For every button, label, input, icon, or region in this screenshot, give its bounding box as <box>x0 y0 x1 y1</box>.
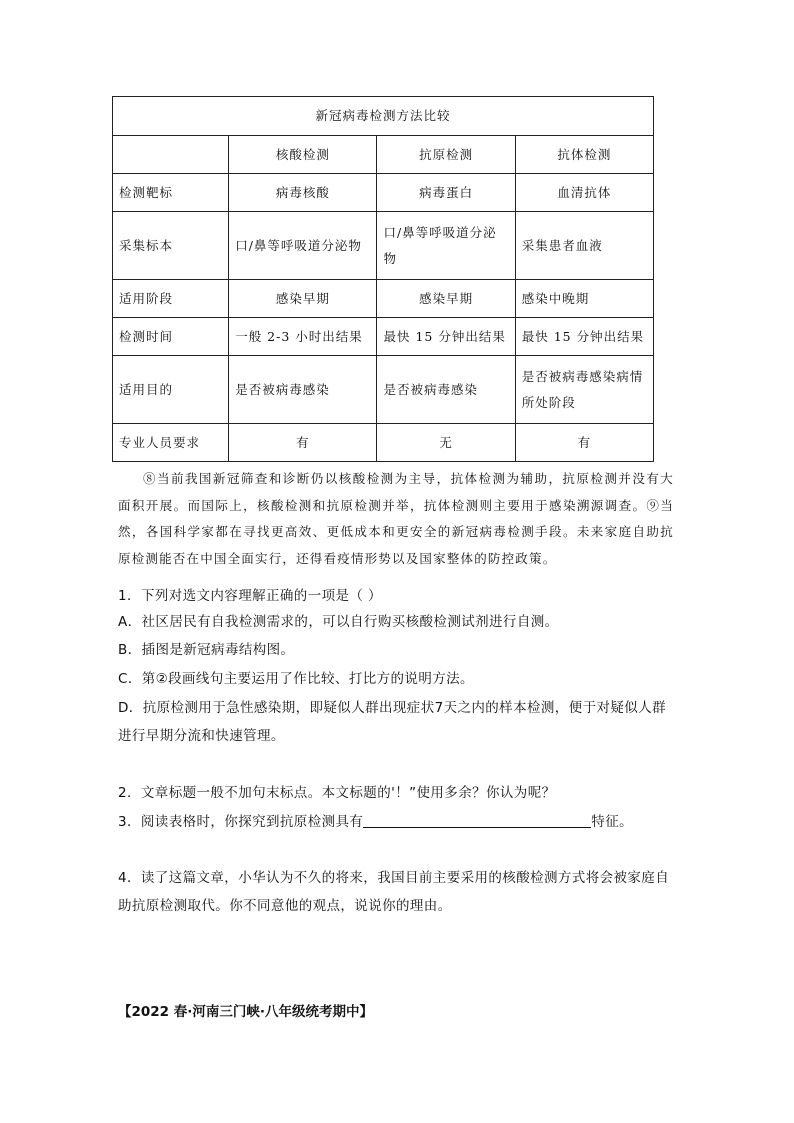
table-row <box>113 424 654 462</box>
option-b: B．插图是新冠病毒结构图。 <box>118 642 295 658</box>
comparison-table-container <box>112 96 654 462</box>
row-label: 专业人员要求 <box>113 424 229 462</box>
table-cell: 有 <box>515 424 653 462</box>
table-cell: 采集患者血液 <box>515 212 653 280</box>
option-a: A．社区居民有自我检测需求的，可以自行购买核酸检测试剂进行自测。 <box>118 614 559 630</box>
header-cell: 抗原检测 <box>377 136 515 174</box>
row-label: 检测靶标 <box>113 174 229 212</box>
table-row <box>113 280 654 318</box>
table-cell: 最快 15 分钟出结果 <box>515 318 653 356</box>
table-cell: 有 <box>229 424 377 462</box>
passage-paragraph: ⑧当前我国新冠筛查和诊断仍以核酸检测为主导，抗体检测为辅助，抗原检测并没有大面积开展。而国际上，核酸检测和抗原检测并举，抗体检测则主要用于感染溯源调查。⑨当然，各国科学家都在寻找更高效、更低成本和更安全的新冠病毒检测手段。未来家庭自助抗原检测能否在中国全面实行，还得看疫情形势以及国家整体的防控政策。 <box>118 471 674 566</box>
option-d: D．抗原检测用于急性感染期，即疑似人群出现症状7天之内的样本检测，便于对疑似人群进行早期分流和快速管理。 <box>118 700 666 744</box>
table-row <box>113 212 654 280</box>
table-cell: 是否被病毒感染 <box>229 356 377 424</box>
header-cell: 核酸检测 <box>229 136 377 174</box>
question-4: 4．读了这篇文章，小华认为不久的将来，我国目前主要采用的核酸检测方式将会被家庭自助抗原检测取代。你不同意他的观点，说说你的理由。 <box>118 870 670 914</box>
table-cell: 感染早期 <box>377 280 515 318</box>
header-cell-empty <box>113 136 229 174</box>
answer-blank[interactable] <box>363 811 591 828</box>
source-note: 【2022 春·河南三门峡·八年级统考期中】 <box>118 1004 374 1020</box>
table-cell: 病毒蛋白 <box>377 174 515 212</box>
question-3-prefix: 3．阅读表格时，你探究到抗原检测具有 <box>118 814 364 830</box>
option-c: C．第②段画线句主要运用了作比较、打比方的说明方法。 <box>118 671 474 687</box>
question-2: 2．文章标题一般不加句末标点。本文标题的'！”使用多余？你认为呢？ <box>118 785 556 801</box>
question-3 <box>118 808 678 836</box>
table-cell: 感染早期 <box>229 280 377 318</box>
question-1: 1．下列对选文内容理解正确的一项是（ ） <box>118 588 382 604</box>
comparison-table <box>112 96 654 462</box>
row-label: 适用目的 <box>113 356 229 424</box>
table-row <box>113 318 654 356</box>
table-cell: 血清抗体 <box>515 174 653 212</box>
table-cell: 口/鼻等呼吸道分泌物 <box>377 212 515 280</box>
table-cell: 病毒核酸 <box>229 174 377 212</box>
table-cell: 无 <box>377 424 515 462</box>
question-3-suffix: 特征。 <box>591 814 633 830</box>
table-cell: 最快 15 分钟出结果 <box>377 318 515 356</box>
header-cell: 抗体检测 <box>515 136 653 174</box>
row-label: 采集标本 <box>113 212 229 280</box>
table-cell: 一般 2-3 小时出结果 <box>229 318 377 356</box>
table-title-row <box>113 97 654 136</box>
table-cell: 是否被病毒感染病情所处阶段 <box>515 356 653 424</box>
table-row <box>113 174 654 212</box>
table-cell: 感染中晚期 <box>515 280 653 318</box>
table-cell: 是否被病毒感染 <box>377 356 515 424</box>
row-label: 检测时间 <box>113 318 229 356</box>
row-label: 适用阶段 <box>113 280 229 318</box>
table-cell: 口/鼻等呼吸道分泌物 <box>229 212 377 280</box>
table-title: 新冠病毒检测方法比较 <box>113 97 654 136</box>
table-header-row <box>113 136 654 174</box>
table-row <box>113 356 654 424</box>
